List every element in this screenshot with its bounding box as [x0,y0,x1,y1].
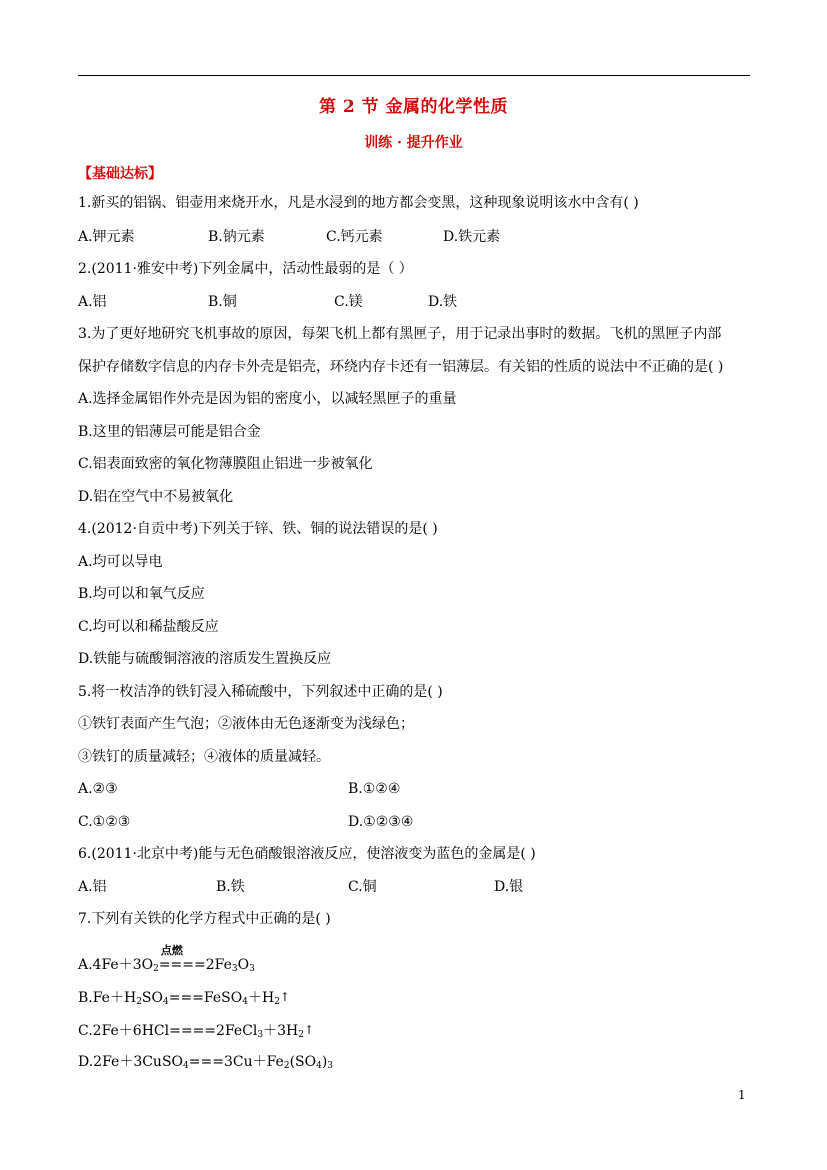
question-1-stem: 1.新买的铝锅、铝壶用来烧开水，凡是水浸到的地方都会变黑，这种现象说明该水中含有( ) [78,195,639,211]
q6-option-a: A.铝 [78,879,107,895]
q4-option-c: C.均可以和稀盐酸反应 [78,619,219,635]
q7-option-d: $D.2Fe+3CuSO_4===3Cu+Fe_2(SO_4)_3$ [78,1054,334,1071]
q2-option-b: B.铜 [208,294,237,310]
q7-option-a: $A.4Fe+3O_2$ 点燃 $====2Fe_3O_3$ [78,944,255,974]
q2-option-a: A.铝 [78,294,107,310]
question-5-statements-2: ③铁钉的质量减轻；④液体的质量减轻。 [78,749,330,765]
question-3-stem-line1: 3.为了更好地研究飞机事故的原因，每架飞机上都有黑匣子，用于记录出事时的数据。飞机的黑匣子内部 [78,326,722,342]
q1-option-c: C.钙元素 [326,229,383,245]
question-7-stem: 7.下列有关铁的化学方程式中正确的是( ) [78,911,331,927]
q4-option-b: B.均可以和氧气反应 [78,586,205,602]
q1-option-d: D.铁元素 [443,229,501,245]
question-6-stem: 6.(2011·北京中考)能与无色硝酸银溶液反应，使溶液变为蓝色的金属是( ) [78,846,536,862]
q5-option-d: D.①②③④ [348,814,414,830]
q5-option-a: A.②③ [78,781,118,797]
q5-option-b: B.①②④ [348,781,401,797]
gas-arrow-icon: ↑ [303,1023,315,1037]
gas-arrow-icon: ↑ [279,990,290,1004]
q6-option-b: B.铁 [216,879,245,895]
q6-option-c: C.铜 [348,879,377,895]
q4-option-a: A.均可以导电 [78,554,163,570]
question-5-stem: 5.将一枚洁净的铁钉浸入稀硫酸中，下列叙述中正确的是( ) [78,684,443,700]
reaction-condition: 点燃 ==== [158,944,206,973]
question-4-stem: 4.(2012·自贡中考)下列关于锌、铁、铜的说法错误的是( ) [78,521,438,537]
q2-option-c: C.镁 [334,294,363,310]
q1-option-b: B.钠元素 [208,229,265,245]
page-title: 第 2 节 金属的化学性质 [318,97,509,117]
q7-option-b: $B.Fe+H_2SO_4===FeSO_4+H_2↑$ [78,990,290,1007]
page-number: 1 [738,1088,746,1102]
q3-option-c: C.铝表面致密的氧化物薄膜阻止铝进一步被氧化 [78,456,373,472]
q7-option-c: $C.2Fe+6HCl====2FeCl_3+3H_2↑$ [78,1023,315,1040]
question-2-stem: 2.(2011·雅安中考)下列金属中，活动性最弱的是（ ） [78,261,413,277]
q3-option-d: D.铝在空气中不易被氧化 [78,489,234,505]
header-rule [78,75,750,76]
q4-option-d: D.铁能与硫酸铜溶液的溶质发生置换反应 [78,651,332,667]
q5-option-c: C.①②③ [78,814,131,830]
q1-option-a: A.钾元素 [78,229,135,245]
q6-option-d: D.银 [494,879,524,895]
question-5-statements-1: ①铁钉表面产生气泡；②液体由无色逐渐变为浅绿色； [78,716,414,732]
section-heading: 【基础达标】 [78,166,162,182]
q2-option-d: D.铁 [428,294,458,310]
q3-option-b: B.这里的铝薄层可能是铝合金 [78,424,261,440]
page-subtitle: 训练 · 提升作业 [364,135,463,151]
question-3-stem-line2: 保护存储数字信息的内存卡外壳是铝壳，环绕内存卡还有一铝薄层。有关铝的性质的说法中不正确的是( ) [78,359,724,375]
q3-option-a: A.选择金属铝作外壳是因为铝的密度小，以减轻黑匣子的重量 [78,391,457,407]
